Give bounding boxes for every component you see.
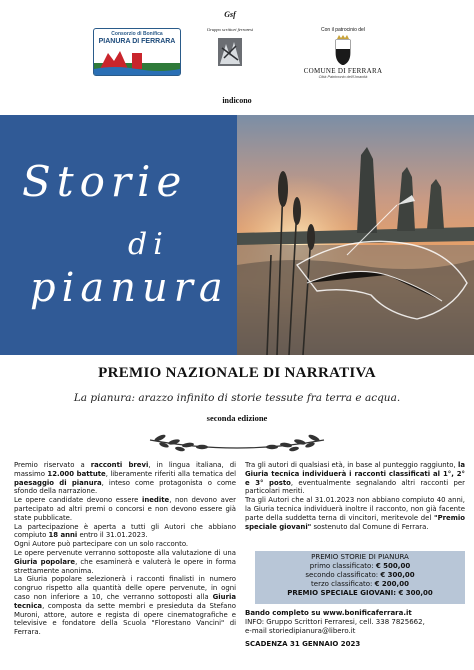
rules-left-column	[14, 461, 236, 637]
landscape-photo	[237, 115, 474, 355]
title-storie: Storie	[22, 157, 188, 206]
logos-header	[0, 0, 474, 110]
prize-first: primo classificato: € 500,00	[309, 562, 411, 570]
rules-paragraph: Le opere pervenute verranno sottoposte alla valutazione di una Giuria popolare, che esaminerà e valuterà le opere in forma strettamente anonima.	[14, 548, 236, 575]
gsf-artwork-icon	[218, 38, 242, 66]
prize-head: PREMIO STORIE DI PIANURA	[311, 553, 409, 561]
info-phone: INFO: Gruppo Scrittori Ferraresi, cell. 338 7825662,	[245, 618, 425, 626]
title-pianura: pianura	[30, 265, 229, 311]
rules-paragraph: Premio riservato a racconti brevi, in lingua italiana, di massimo 12.000 battute, liberamente riferiti alla tematica del paesaggio di pianura, inteso come protagonista o come sfondo della narrazione.	[14, 461, 237, 496]
deadline: SCADENZA 31 GENNAIO 2023	[245, 640, 361, 648]
consorzio-emblem-icon	[94, 47, 180, 75]
gsf-name: Gruppo scrittori ferraresi	[206, 27, 254, 32]
gsf-logo-text: Gsf	[224, 10, 236, 19]
rules-paragraph: Ogni Autore può partecipare con un solo racconto.	[14, 540, 189, 549]
consorzio-logo-small: Consorzio di Bonifica	[111, 31, 163, 37]
rules-paragraph: Le opere candidate devono essere inedite, non devono aver partecipato ad altri premi o concorsi e non devono essere già state pubblicate.	[14, 496, 236, 522]
laurel-wreath-icon	[140, 412, 334, 452]
comune-name: COMUNE DI FERRARA	[303, 67, 383, 75]
banner-blue-panel	[0, 115, 237, 355]
premio-subtitle: La pianura: arazzo infinito di storie tessute fra terra e acqua.	[73, 392, 401, 404]
indicono-text: indicono	[222, 96, 252, 105]
info-email[interactable]: e-mail storiedipianura@libero.it	[245, 627, 356, 635]
contact-info	[245, 609, 470, 636]
consorzio-logo-big: PIANURA DI FERRARA	[98, 38, 176, 45]
prize-second: secondo classificato: € 300,00	[305, 571, 415, 579]
rules-paragraph: Tra gli Autori che al 31.01.2023 non abbiano compiuto 40 anni, la Giuria tecnica individuerà inoltre il racconto, non già facente parte della suddetta terna di vincitori, meritevole del "Premio speciale giovani" sostenuto dal Comune di Ferrara.	[245, 496, 465, 531]
patrocinio-label: Con il patrocinio del	[321, 27, 365, 33]
comune-subtitle: Città Patrimonio dell'Umanità	[318, 75, 368, 79]
title-banner	[0, 115, 474, 355]
bando-link[interactable]: Bando completo su www.bonificaferrara.it	[245, 609, 412, 617]
rules-right-column	[245, 461, 465, 531]
prize-box	[255, 551, 465, 604]
edizione-label: seconda edizione	[206, 413, 268, 423]
rules-paragraph: La partecipazione è aperta a tutti gli Autori che abbiano compiuto 18 anni entro il 31.01.2023.	[14, 522, 236, 540]
rules-paragraph: Tra gli autori di qualsiasi età, in base al punteggio raggiunto, la Giuria tecnica individuerà i racconti classificati al 1°, 2° e 3° posto, eventualmente segnalando altri racconti per particolari meriti.	[245, 461, 465, 496]
premio-title: PREMIO NAZIONALE DI NARRATIVA	[98, 365, 376, 381]
consorzio-logo	[93, 28, 181, 76]
ferrara-crest-icon	[334, 35, 352, 65]
prize-special: PREMIO SPECIALE GIOVANI: € 300,00	[287, 589, 433, 597]
rules-paragraph: La Giuria popolare selezionerà i racconti finalisti in numero congruo rispetto alla quantità delle opere pervenute, in ogni caso non inferiore a 10, che verranno sottoposti alla Giuria tecnica, composta da sette membri e presieduta da Stefano Muroni, attore, autore e regista di opere cinematografiche e televisive e fondatore della Scuola "Florestano Vancini" di Ferrara.	[14, 575, 236, 637]
prize-third: terzo classificato: € 200,00	[311, 580, 409, 588]
title-di: di	[128, 227, 169, 262]
